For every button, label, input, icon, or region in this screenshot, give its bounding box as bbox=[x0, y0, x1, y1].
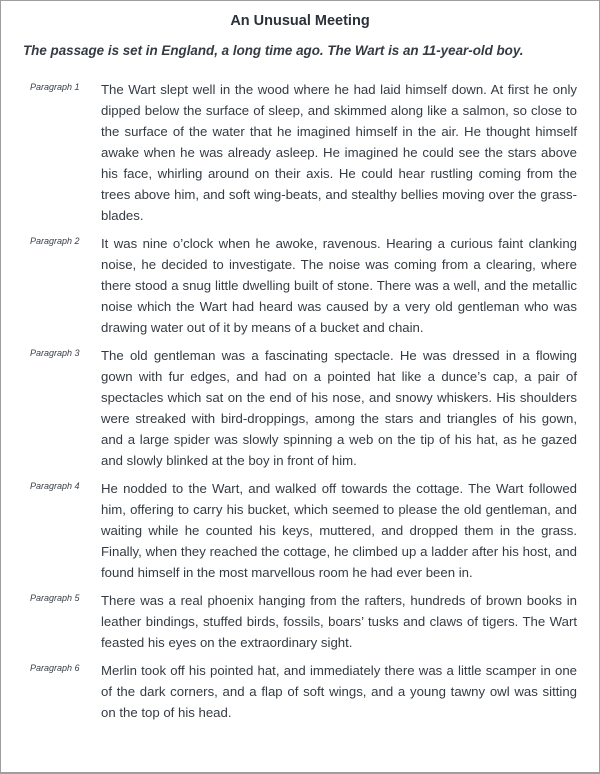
paragraph-label-3: Paragraph 3 bbox=[30, 348, 80, 358]
paragraph-text-3: The old gentleman was a fascinating spectacle. He was dressed in a flowing gown with fur edges, and had on a pointed hat like a dunce’s cap, a pair of spectacles which sat on the end of his nose, and snowy whiskers. His shoulders were streaked with bird-droppings, among the stars and triangles of his gown, and a large spider was slowly spinning a web on the tip of his hat, as he gazed and slowly blinked at the boy in front of him. bbox=[101, 348, 577, 468]
paragraph-text-4: He nodded to the Wart, and walked off towards the cottage. The Wart followed him, offering to carry his bucket, which seemed to please the old gentleman, and waiting while he counted his keys, muttered, and dropped them in the grass. Finally, when they reached the cottage, he climbed up a ladder after his host, and found himself in the most marvellous room he had ever been in. bbox=[101, 481, 577, 580]
paragraph-row-1 bbox=[1, 79, 599, 226]
paragraph-text-5: There was a real phoenix hanging from the rafters, hundreds of brown books in leather bindings, stuffed birds, fossils, boars’ tusks and claws of tigers. The Wart feasted his eyes on the extraordinary sight. bbox=[101, 593, 577, 650]
paragraph-text-1: The Wart slept well in the wood where he had laid himself down. At first he only dipped below the surface of sleep, and skimmed along like a salmon, so close to the surface of the water that he imagined himself in the air. He thought himself awake when he was already asleep. He imagined he could see the stars above his face, whirling around on their axis. He could hear rustling coming from the trees above him, and soft wing-beats, and stealthy bellies moving over the grass-blades. bbox=[101, 82, 577, 223]
paragraph-text-6: Merlin took off his pointed hat, and immediately there was a little scamper in one of the dark corners, and a flap of soft wings, and a young tawny owl was sitting on the top of his head. bbox=[101, 663, 577, 720]
paragraph-label-4: Paragraph 4 bbox=[30, 481, 80, 491]
page-title: An Unusual Meeting bbox=[230, 13, 370, 29]
paragraph-row-5 bbox=[1, 590, 599, 653]
paragraph-text-2: It was nine o’clock when he awoke, ravenous. Hearing a curious faint clanking noise, he decided to investigate. The noise was coming from a clearing, where there stood a snug little dwelling built of stone. There was a well, and the metallic noise which the Wart had heard was caused by a very old gentleman who was drawing water out of it by means of a bucket and chain. bbox=[101, 236, 577, 335]
paragraph-row-6 bbox=[1, 660, 599, 723]
paragraph-row-3 bbox=[1, 345, 599, 471]
paragraph-label-2: Paragraph 2 bbox=[30, 236, 80, 246]
paragraph-list bbox=[1, 79, 599, 723]
paragraph-label-5: Paragraph 5 bbox=[30, 593, 80, 603]
paragraph-label-1: Paragraph 1 bbox=[30, 82, 80, 92]
paragraph-row-4 bbox=[1, 478, 599, 583]
paragraph-label-6: Paragraph 6 bbox=[30, 663, 80, 673]
paragraph-row-2 bbox=[1, 233, 599, 338]
intro-text: The passage is set in England, a long time ago. The Wart is an 11-year-old boy. bbox=[23, 43, 524, 58]
